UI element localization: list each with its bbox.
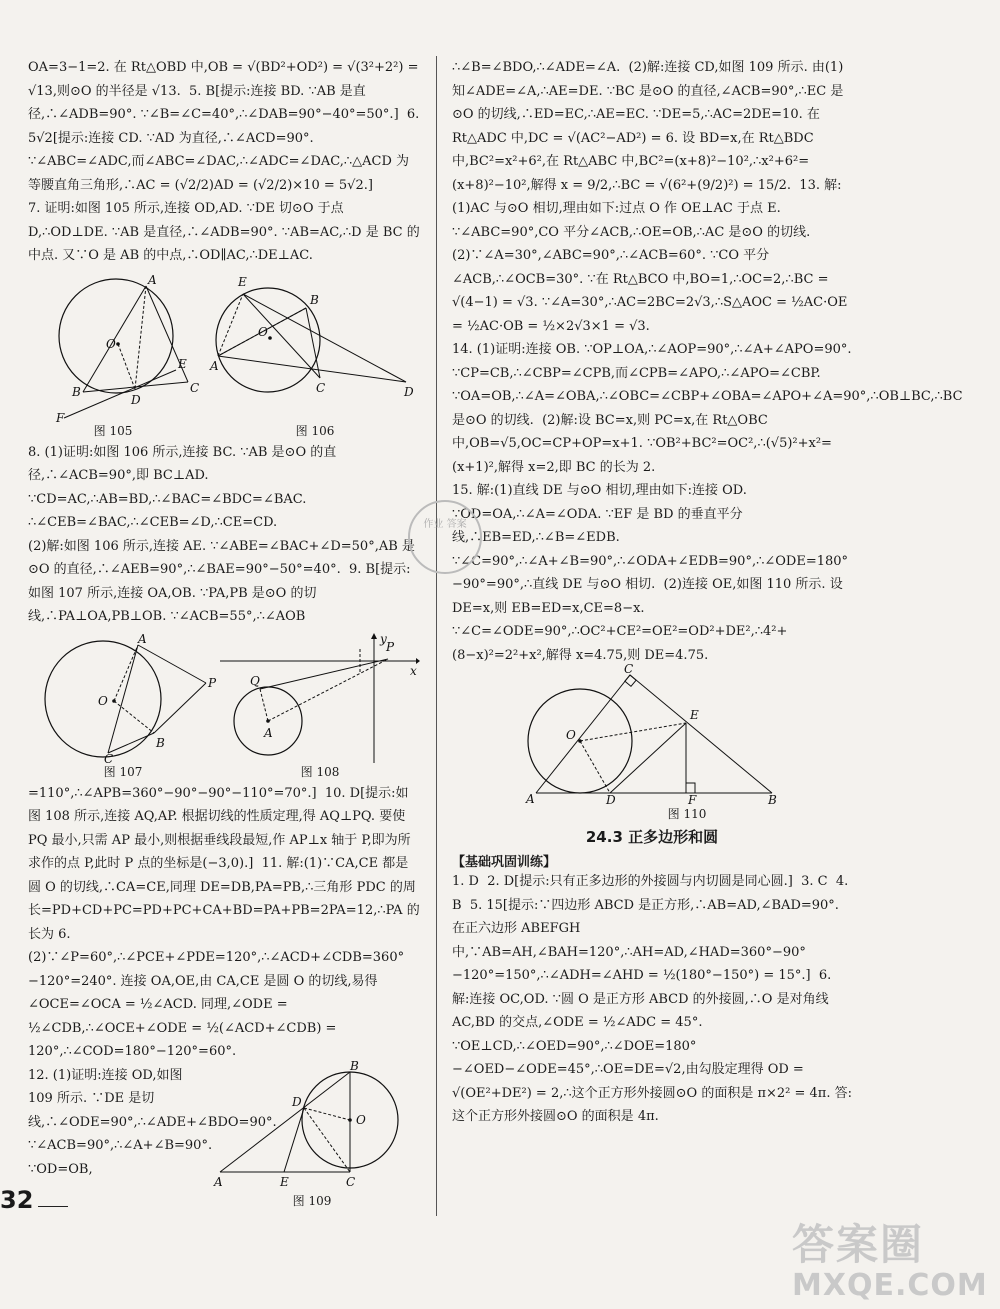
fig-label: B	[156, 735, 165, 750]
answer-text: OA=3−1=2. 在 Rt△OBD 中,OB = √(BD²+OD²) = √(3²+2²) = √13,则⊙O 的半径是 √13. 5. B[提示:连接 BD. ∵AB 是直径,∴∠ADB=90°. ∵∠B=∠C=40°,∴∠DAB=90°−40°=50°.] 6. 5√2[提示:连接 CD. ∵AD 为直径,∴∠ACD=90°. ∵∠ABC=∠ADC,而∠ABC=∠DAC,∴∠ADC=∠DAC,∴△ACD 为等腰直角三角形,∴AC = (√2/2)AD = (√2/2)×10 = 5√2.]	[28, 60, 424, 193]
fig-label: E	[178, 356, 187, 371]
watermark-line2: MXQE.COM	[792, 1268, 988, 1303]
fig-label: O	[356, 1112, 366, 1127]
figure-caption: 图 110	[667, 807, 707, 821]
fig-label: P	[386, 639, 395, 654]
answer-text: =110°,∴∠APB=360°−90°−90°−110°=70°.] 10. D[提示:如图 108 所示,连接 AQ,AP. 根据切线的性质定理,得 AQ⊥PQ. 要使 PQ 最小,只需 AP 最小,则根据垂线段最短,作 AP⊥x 轴于 P,即为所求作的点 P,此时 P 点的坐标是(−3,0).] 11. 解:(1)∵CA,CE 都是圆 O 的切线,∴CA=CE,同理 DE=DB,PA=PB,∴三角形 PDC 的周长=PD+CD+PC=PD+PC+CA+BD=PA+PB=2PA=12,∴PA 的长为 6. (2)∵∠P=60°,∴∠PCE+∠PDE=120°,∴∠ACD+∠CDB=360°−120°=240°. 连接 OA,OE,由 CA,CE 是圆 O 的切线,易得∠OCE=∠OCA = ½∠ACD. 同理,∠ODE = ½∠CDB,∴∠OCE+∠ODE = ½(∠ACD+∠CDB) = 120°,∴∠COD=180°−120°=60°.	[28, 785, 420, 1059]
fig-label: D	[404, 384, 414, 399]
figure-109	[212, 1058, 412, 1209]
figure-row	[28, 633, 420, 780]
figure-row	[28, 272, 420, 439]
fig-label: Q	[250, 673, 260, 688]
fig-label: O	[98, 693, 108, 708]
figure-107	[28, 633, 218, 780]
fig-label: y	[380, 631, 387, 646]
figure-105	[28, 272, 198, 439]
fig-label: F	[56, 410, 65, 425]
figure-108	[220, 633, 420, 780]
figure-110	[522, 662, 852, 822]
fig-label: D	[292, 1094, 302, 1109]
figure-caption: 图 105	[93, 423, 133, 438]
answer-text: 1. D 2. D[提示:只有正多边形的外接圆与内切圆是同心圆.] 3. C 4. B 5. 15[提示:∵四边形 ABCD 是正方形,∴AB=AD,∠BAD=90°. 在正六边形 ABEFGH 中,∵AB=AH,∠BAH=120°,∴AH=AD,∠HAD=360°−90°−120°=150°,∴∠ADH=∠AHD = ½(180°−150°) = 15°.] 6. 解:连接 OC,OD. ∵圆 O 是正方形 ABCD 的外接圆,∴O 是对角线 AC,BD 的交点,∠ODE = ½∠ADC = 45°. ∵OE⊥CD,∴∠OED=90°,∴∠DOE=180°−∠OED−∠ODE=45°,∴OE=DE=√2,由勾股定理得 OD = √(OE²+DE²) = 2,∴这个正方形外接圆⊙O 的面积是 π×2² = 4π. 答:这个正方形外接圆⊙O 的面积是 4π.	[452, 874, 853, 1124]
figure-caption: 图 107	[103, 764, 143, 779]
fig-label: B	[310, 292, 319, 307]
section-tag: 【基础巩固训练】	[452, 855, 557, 870]
fig-label: B	[768, 793, 777, 807]
fig-label: C	[104, 751, 114, 766]
fig-label: B	[72, 384, 81, 399]
stamp: 作业 答案	[408, 500, 482, 574]
fig-label: A	[138, 631, 147, 646]
fig-label: O	[258, 324, 268, 339]
fig-label: A	[148, 272, 157, 287]
answer-text: 7. 证明:如图 105 所示,连接 OD,AD. ∵DE 切⊙O 于点 D,∴OD⊥DE. ∵AB 是直径,∴∠ADB=90°. ∵AB=AC,∴D 是 BC 的中点. 又∵O 是 AB 的中点,∴OD∥AC,∴DE⊥AC.	[28, 201, 420, 263]
fig-label: B	[350, 1058, 359, 1073]
fig-label: F	[688, 793, 697, 807]
fig-label: C	[624, 662, 634, 676]
section-title: 24.3 正多边形和圆	[585, 828, 719, 846]
answer-text: ∴∠B=∠BDO,∴∠ADE=∠A. (2)解:连接 CD,如图 109 所示. 由(1)知∠ADE=∠A,∴AE=DE. ∵BC 是⊙O 的直径,∠ACB=90°,∴EC 是⊙O 的切线,∴ED=EC,∴AE=EC. ∵DE=5,∴AC=2DE=10. 在 Rt△ADC 中,DC = √(AC²−AD²) = 6. 设 BD=x,在 Rt△BDC 中,BC²=x²+6²,在 Rt△ABC 中,BC²=(x+8)²−10²,∴x²+6²=(x+8)²−10²,解得 x = 9/2,∴BC = √(6²+(9/2)²) = 15/2. 13. 解:(1)AC 与⊙O 相切,理由如下:过点 O 作 OE⊥AC 于点 E. ∵∠ABC=90°,CO 平分∠ACB,∴OE=OB,∴AC 是⊙O 的切线. (2)∵∠A=30°,∠ABC=90°,∴∠ACB=60°. ∵CO 平分∠ACB,∴∠OCB=30°. ∵在 Rt△BCO 中,BO=1,∴OC=2,∴BC = √(4−1) = √3. ∵∠A=30°,∴AC=2BC=2√3,∴S△AOC = ½AC·OE = ½AC·OB = ½×2√3×1 = √3.	[452, 60, 852, 334]
fig-label: A	[264, 725, 273, 740]
page-number-rule	[38, 1206, 68, 1207]
figure-caption: 图 106	[295, 423, 335, 438]
fig-label: A	[526, 792, 535, 806]
figure-106	[210, 272, 420, 439]
fig-label: E	[280, 1174, 289, 1189]
fig-label: A	[210, 358, 219, 373]
fig-label: C	[316, 380, 326, 395]
answer-text: 12. (1)证明:连接 OD,如图 109 所示. ∵DE 是切线,∴∠ODE=90°,∴∠ADE+∠BDO=90°. ∵∠ACB=90°,∴∠A+∠B=90°. ∵OD=OB,	[28, 1067, 281, 1177]
fig-label: C	[190, 380, 200, 395]
watermark-logo	[792, 1212, 988, 1303]
fig-label: D	[131, 392, 141, 407]
watermark-line1: 答案圈	[792, 1220, 925, 1269]
fig-label: P	[208, 675, 217, 690]
answer-text: 14. (1)证明:连接 OB. ∵OP⊥OA,∴∠AOP=90°,∴∠A+∠APO=90°. ∵CP=CB,∴∠CBP=∠CPB,而∠CPB=∠APO,∴∠APO=∠CBP. ∵OA=OB,∴∠A=∠OBA,∴∠OBC=∠CBP+∠OBA=∠APO+∠A=90°,∴OB⊥BC,∴BC 是⊙O 的切线. (2)解:设 BC=x,则 PC=x,在 Rt△OBC 中,OB=√5,OC=CP+OP=x+1. ∵OB²+BC²=OC²,∴(√5)²+x²=(x+1)²,解得 x=2,即 BC 的长为 2.	[452, 342, 967, 475]
fig-label: A	[214, 1174, 223, 1189]
answer-with-figure	[28, 1058, 420, 1209]
fig-label: E	[690, 708, 699, 722]
page-number: 32	[0, 1186, 34, 1214]
right-column	[452, 56, 967, 1129]
answer-text: 8. (1)证明:如图 106 所示,连接 BC. ∵AB 是⊙O 的直径,∴∠ACB=90°,即 BC⊥AD. ∵CD=AC,∴AB=BD,∴∠BAC=∠BDC=∠BAC. ∴∠CEB=∠BAC,∴∠CEB=∠D,∴CE=CD. (2)解:如图 106 所示,连接 AE. ∵∠ABE=∠BAC+∠D=50°,AB 是⊙O 的直径,∴∠AEB=90°,∴∠BAE=90°−50°=40°. 9. B[提示:如图 107 所示,连接 OA,OB. ∵PA,PB 是⊙O 的切线,∴PA⊥OA,PB⊥OB. ∵∠ACB=55°,∴∠AOB	[28, 444, 415, 624]
fig-label: E	[238, 274, 247, 289]
fig-label: x	[410, 663, 417, 678]
fig-label: O	[106, 336, 116, 351]
fig-label: O	[566, 728, 576, 742]
fig-label: C	[346, 1174, 356, 1189]
answer-text: 15. 解:(1)直线 DE 与⊙O 相切,理由如下:连接 OD. ∵OD=OA,∴∠A=∠ODA. ∵EF 是 BD 的垂直平分线,∴EB=ED,∴∠B=∠EDB. ∵∠C=90°,∴∠A+∠B=90°,∴∠ODA+∠EDB=90°,∴∠ODE=180°−90°=90°,∴直线 DE 与⊙O 相切. (2)连接 OE,如图 110 所示. 设 DE=x,则 EB=ED=x,CE=8−x. ∵∠C=∠ODE=90°,∴OC²+CE²=OE²=OD²+DE²,∴4²+(8−x)²=2²+x²,解得 x=4.75,则 DE=4.75.	[452, 483, 849, 663]
left-column	[28, 56, 424, 1209]
figure-caption: 图 109	[292, 1193, 332, 1208]
column-divider	[436, 56, 437, 1216]
fig-label: D	[606, 793, 616, 807]
figure-caption: 图 108	[300, 764, 340, 779]
